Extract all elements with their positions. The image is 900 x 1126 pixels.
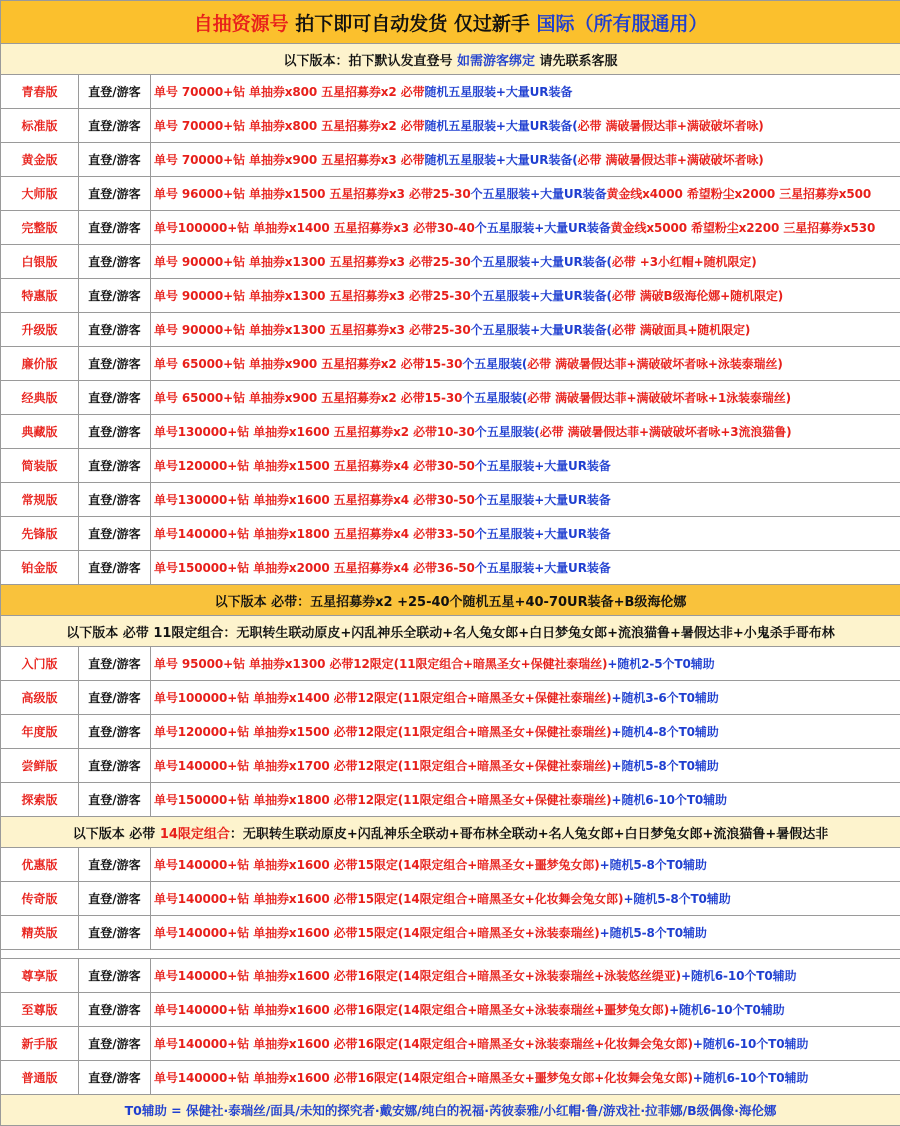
table-row [1, 647, 900, 681]
desc-red: 单号140000+钻 单抽券x1600 必带16限定(14限定组合+暗黑圣女+泳装泰瑞丝+泳装悠丝缇亚) [154, 969, 681, 983]
desc-red: 单号 96000+钻 单抽券x1500 五星招募券x3 必带25-30 [154, 187, 471, 201]
table-row [1, 313, 900, 347]
table-row [1, 143, 900, 177]
desc-red-extra: 必带 满破暑假达菲+满破破坏者咏) [578, 119, 764, 133]
login-type: 直登/游客 [79, 959, 151, 993]
desc-red-extra: 黄金线x4000 希望粉尘x2000 三星招募券x500 [606, 187, 871, 201]
edition-description [151, 681, 900, 715]
desc-red: 单号130000+钻 单抽券x1600 五星招募券x2 必带10-30 [154, 425, 475, 439]
table-row [1, 415, 900, 449]
edition-name: 新手版 [1, 1027, 79, 1061]
desc-blue: +随机5-8个T0辅助 [623, 892, 730, 906]
edition-description [151, 109, 900, 143]
desc-blue: +随机5-8个T0辅助 [600, 858, 707, 872]
desc-blue: +随机6-10个T0辅助 [669, 1003, 784, 1017]
table-row [1, 551, 900, 585]
section4-red: 14限定组合 [160, 827, 230, 842]
desc-blue: +随机5-8个T0辅助 [612, 759, 719, 773]
table-row [1, 1061, 900, 1095]
spacer-row [1, 950, 900, 959]
edition-name: 青春版 [1, 75, 79, 109]
desc-blue: 个五星服装+大量UR装备 [475, 561, 611, 575]
login-type: 直登/游客 [79, 517, 151, 551]
desc-red: 单号 70000+钻 单抽券x900 五星招募券x3 必带 [154, 153, 425, 167]
desc-blue: +随机6-10个T0辅助 [612, 793, 727, 807]
login-type: 直登/游客 [79, 415, 151, 449]
table-row [1, 749, 900, 783]
table-row [1, 483, 900, 517]
edition-name: 先锋版 [1, 517, 79, 551]
desc-red: 单号 95000+钻 单抽券x1300 必带12限定(11限定组合+暗黑圣女+保健社泰瑞丝) [154, 657, 607, 671]
table-row [1, 882, 900, 916]
section1-black1: 以下版本：拍下默认发直登号 [283, 54, 452, 69]
section1-blue: 如需游客绑定 [457, 54, 535, 69]
table-row [1, 109, 900, 143]
edition-description [151, 449, 900, 483]
edition-description [151, 483, 900, 517]
desc-blue: +随机5-8个T0辅助 [600, 926, 707, 940]
desc-red: 单号140000+钻 单抽券x1600 必带15限定(14限定组合+暗黑圣女+泳装泰瑞丝) [154, 926, 600, 940]
section1-text [1, 44, 900, 75]
edition-description [151, 517, 900, 551]
group2-rows [1, 647, 900, 817]
table-row [1, 517, 900, 551]
edition-description [151, 848, 900, 882]
edition-description [151, 1027, 900, 1061]
table-row [1, 177, 900, 211]
desc-red-extra: 必带 满破暑假达菲+满破破坏者咏+3流浪猫鲁) [540, 425, 792, 439]
edition-name: 经典版 [1, 381, 79, 415]
login-type: 直登/游客 [79, 143, 151, 177]
login-type: 直登/游客 [79, 313, 151, 347]
desc-blue: 个五星服装+大量UR装备( [471, 289, 612, 303]
edition-name: 大师版 [1, 177, 79, 211]
desc-blue: 个五星服装+大量UR装备( [471, 323, 612, 337]
spacer-cell [1, 950, 900, 959]
table-row [1, 993, 900, 1027]
group4-rows [1, 959, 900, 1095]
login-type: 直登/游客 [79, 783, 151, 817]
desc-red: 单号120000+钻 单抽券x1500 必带12限定(11限定组合+暗黑圣女+保健社泰瑞丝) [154, 725, 612, 739]
desc-red: 单号140000+钻 单抽券x1600 必带16限定(14限定组合+暗黑圣女+泳装泰瑞丝+化妆舞会兔女郎) [154, 1037, 693, 1051]
desc-red: 单号140000+钻 单抽券x1600 必带16限定(14限定组合+暗黑圣女+泳装泰瑞丝+噩梦兔女郎) [154, 1003, 669, 1017]
login-type: 直登/游客 [79, 483, 151, 517]
table-row [1, 211, 900, 245]
login-type: 直登/游客 [79, 993, 151, 1027]
edition-description [151, 381, 900, 415]
desc-blue: +随机6-10个T0辅助 [693, 1037, 808, 1051]
edition-name: 传奇版 [1, 882, 79, 916]
section4-header [1, 817, 900, 848]
desc-red-extra: 黄金线x5000 希望粉尘x2200 三星招募券x530 [611, 221, 876, 235]
edition-name: 黄金版 [1, 143, 79, 177]
edition-name: 简装版 [1, 449, 79, 483]
edition-name: 标准版 [1, 109, 79, 143]
footer-text: T0辅助 = 保健社·泰瑞丝/面具/未知的探究者·戴安娜/纯白的祝福·芮彼泰雅/小红帽·鲁/游戏社·拉菲娜/B级偶像·海伦娜 [1, 1095, 900, 1126]
desc-blue: +随机2-5个T0辅助 [607, 657, 714, 671]
edition-name: 年度版 [1, 715, 79, 749]
desc-red: 单号100000+钻 单抽券x1400 五星招募券x3 必带30-40 [154, 221, 475, 235]
title-row [1, 1, 900, 44]
desc-blue: 个五星服装+大量UR装备 [475, 459, 611, 473]
desc-red-extra: 必带 满破B级海伦娜+随机限定) [612, 289, 783, 303]
edition-name: 升级版 [1, 313, 79, 347]
desc-blue: 个五星服装( [462, 357, 527, 371]
edition-name: 廉价版 [1, 347, 79, 381]
desc-red: 单号 70000+钻 单抽券x800 五星招募券x2 必带 [154, 119, 425, 133]
table-row [1, 681, 900, 715]
desc-red: 单号100000+钻 单抽券x1400 必带12限定(11限定组合+暗黑圣女+保健社泰瑞丝) [154, 691, 612, 705]
edition-description [151, 715, 900, 749]
login-type: 直登/游客 [79, 848, 151, 882]
edition-name: 常规版 [1, 483, 79, 517]
desc-blue: 个五星服装( [462, 391, 527, 405]
group1-rows [1, 75, 900, 585]
desc-red: 单号140000+钻 单抽券x1700 必带12限定(11限定组合+暗黑圣女+保健社泰瑞丝) [154, 759, 612, 773]
edition-description [151, 916, 900, 950]
section1-black2: 请先联系客服 [540, 54, 618, 69]
edition-name: 至尊版 [1, 993, 79, 1027]
edition-name: 高级版 [1, 681, 79, 715]
table-row [1, 279, 900, 313]
desc-red: 单号 70000+钻 单抽券x800 五星招募券x2 必带 [154, 85, 425, 99]
title-part3: 国际（所有服通用） [536, 13, 707, 35]
table-row [1, 783, 900, 817]
section3-header [1, 616, 900, 647]
desc-blue: +随机6-10个T0辅助 [681, 969, 796, 983]
edition-description [151, 177, 900, 211]
edition-name: 尝鲜版 [1, 749, 79, 783]
desc-red: 单号150000+钻 单抽券x1800 必带12限定(11限定组合+暗黑圣女+保健社泰瑞丝) [154, 793, 612, 807]
login-type: 直登/游客 [79, 1027, 151, 1061]
desc-blue: 个五星服装+大量UR装备 [475, 493, 611, 507]
edition-description [151, 143, 900, 177]
login-type: 直登/游客 [79, 245, 151, 279]
table-row [1, 715, 900, 749]
edition-name: 精英版 [1, 916, 79, 950]
login-type: 直登/游客 [79, 347, 151, 381]
desc-blue: 个五星服装+大量UR装备 [475, 221, 611, 235]
edition-name: 铂金版 [1, 551, 79, 585]
desc-blue: 随机五星服装+大量UR装备( [425, 153, 578, 167]
edition-name: 探索版 [1, 783, 79, 817]
desc-red: 单号 90000+钻 单抽券x1300 五星招募券x3 必带25-30 [154, 289, 471, 303]
desc-red: 单号 90000+钻 单抽券x1300 五星招募券x3 必带25-30 [154, 255, 471, 269]
edition-name: 完整版 [1, 211, 79, 245]
desc-red-extra: 必带 +3小红帽+随机限定) [612, 255, 757, 269]
login-type: 直登/游客 [79, 647, 151, 681]
login-type: 直登/游客 [79, 882, 151, 916]
edition-description [151, 415, 900, 449]
edition-description [151, 245, 900, 279]
desc-red: 单号150000+钻 单抽券x2000 五星招募券x4 必带36-50 [154, 561, 475, 575]
edition-description [151, 313, 900, 347]
page-title [1, 1, 900, 44]
desc-blue: 个五星服装( [475, 425, 540, 439]
section2-header [1, 585, 900, 616]
desc-red: 单号140000+钻 单抽券x1600 必带16限定(14限定组合+暗黑圣女+噩梦兔女郎+化妆舞会兔女郎) [154, 1071, 693, 1085]
title-part2: 拍下即可自动发货 仅过新手 [295, 13, 530, 35]
login-type: 直登/游客 [79, 381, 151, 415]
desc-red: 单号 65000+钻 单抽券x900 五星招募券x2 必带15-30 [154, 357, 462, 371]
edition-name: 典藏版 [1, 415, 79, 449]
desc-red-extra: 必带 满破暑假达菲+满破破坏者咏) [578, 153, 764, 167]
desc-red: 单号140000+钻 单抽券x1600 必带15限定(14限定组合+暗黑圣女+噩梦兔女郎) [154, 858, 600, 872]
edition-description [151, 279, 900, 313]
desc-red: 单号140000+钻 单抽券x1800 五星招募券x4 必带33-50 [154, 527, 475, 541]
footer-row [1, 1095, 900, 1126]
edition-name: 普通版 [1, 1061, 79, 1095]
edition-description [151, 347, 900, 381]
login-type: 直登/游客 [79, 916, 151, 950]
table-row [1, 245, 900, 279]
login-type: 直登/游客 [79, 449, 151, 483]
edition-description [151, 75, 900, 109]
section1-header [1, 44, 900, 75]
section4-black2: ：无职转生联动原皮+闪乱神乐全联动+哥布林全联动+名人兔女郎+白日梦兔女郎+流浪猫鲁+暑假达非 [230, 827, 828, 842]
login-type: 直登/游客 [79, 551, 151, 585]
login-type: 直登/游客 [79, 715, 151, 749]
edition-description [151, 551, 900, 585]
edition-name: 尊享版 [1, 959, 79, 993]
desc-red-extra: 必带 满破暑假达菲+满破破坏者咏+1泳装泰瑞丝) [527, 391, 791, 405]
desc-blue: 随机五星服装+大量UR装备( [425, 119, 578, 133]
table-row [1, 848, 900, 882]
desc-red: 单号 65000+钻 单抽券x900 五星招募券x2 必带15-30 [154, 391, 462, 405]
edition-description [151, 882, 900, 916]
desc-red: 单号 90000+钻 单抽券x1300 五星招募券x3 必带25-30 [154, 323, 471, 337]
table-row [1, 75, 900, 109]
desc-blue: 个五星服装+大量UR装备( [471, 255, 612, 269]
desc-blue: 个五星服装+大量UR装备 [475, 527, 611, 541]
section3-text: 以下版本 必带 11限定组合：无职转生联动原皮+闪乱神乐全联动+名人兔女郎+白日梦兔女郎+流浪猫鲁+暑假达非+小鬼杀手哥布林 [1, 616, 900, 647]
edition-description [151, 959, 900, 993]
table-row [1, 449, 900, 483]
group3-rows [1, 848, 900, 950]
edition-description [151, 993, 900, 1027]
login-type: 直登/游客 [79, 75, 151, 109]
table-row [1, 347, 900, 381]
desc-blue: +随机4-8个T0辅助 [612, 725, 719, 739]
edition-description [151, 783, 900, 817]
desc-blue: 随机五星服装+大量UR装备 [425, 85, 573, 99]
table-row [1, 1027, 900, 1061]
edition-description [151, 749, 900, 783]
section4-text [1, 817, 900, 848]
edition-description [151, 211, 900, 245]
section4-black1: 以下版本 必带 [73, 827, 156, 842]
section2-text: 以下版本 必带：五星招募券x2 +25-40个随机五星+40-70UR装备+B级海伦娜 [1, 585, 900, 616]
title-part1: 自抽资源号 [194, 13, 289, 35]
desc-red-extra: 必带 满破暑假达菲+满破破坏者咏+泳装泰瑞丝) [527, 357, 782, 371]
table-row [1, 916, 900, 950]
edition-name: 特惠版 [1, 279, 79, 313]
desc-blue: +随机6-10个T0辅助 [693, 1071, 808, 1085]
desc-red: 单号140000+钻 单抽券x1600 必带15限定(14限定组合+暗黑圣女+化妆舞会兔女郎) [154, 892, 623, 906]
edition-name: 白银版 [1, 245, 79, 279]
edition-description [151, 1061, 900, 1095]
desc-blue: 个五星服装+大量UR装备 [471, 187, 607, 201]
edition-name: 入门版 [1, 647, 79, 681]
login-type: 直登/游客 [79, 681, 151, 715]
edition-name: 优惠版 [1, 848, 79, 882]
desc-blue: +随机3-6个T0辅助 [612, 691, 719, 705]
desc-red: 单号120000+钻 单抽券x1500 五星招募券x4 必带30-50 [154, 459, 475, 473]
edition-description [151, 647, 900, 681]
table-row [1, 381, 900, 415]
login-type: 直登/游客 [79, 109, 151, 143]
login-type: 直登/游客 [79, 749, 151, 783]
desc-red: 单号130000+钻 单抽券x1600 五星招募券x4 必带30-50 [154, 493, 475, 507]
table-row [1, 959, 900, 993]
login-type: 直登/游客 [79, 211, 151, 245]
login-type: 直登/游客 [79, 279, 151, 313]
desc-red-extra: 必带 满破面具+随机限定) [612, 323, 750, 337]
login-type: 直登/游客 [79, 177, 151, 211]
login-type: 直登/游客 [79, 1061, 151, 1095]
